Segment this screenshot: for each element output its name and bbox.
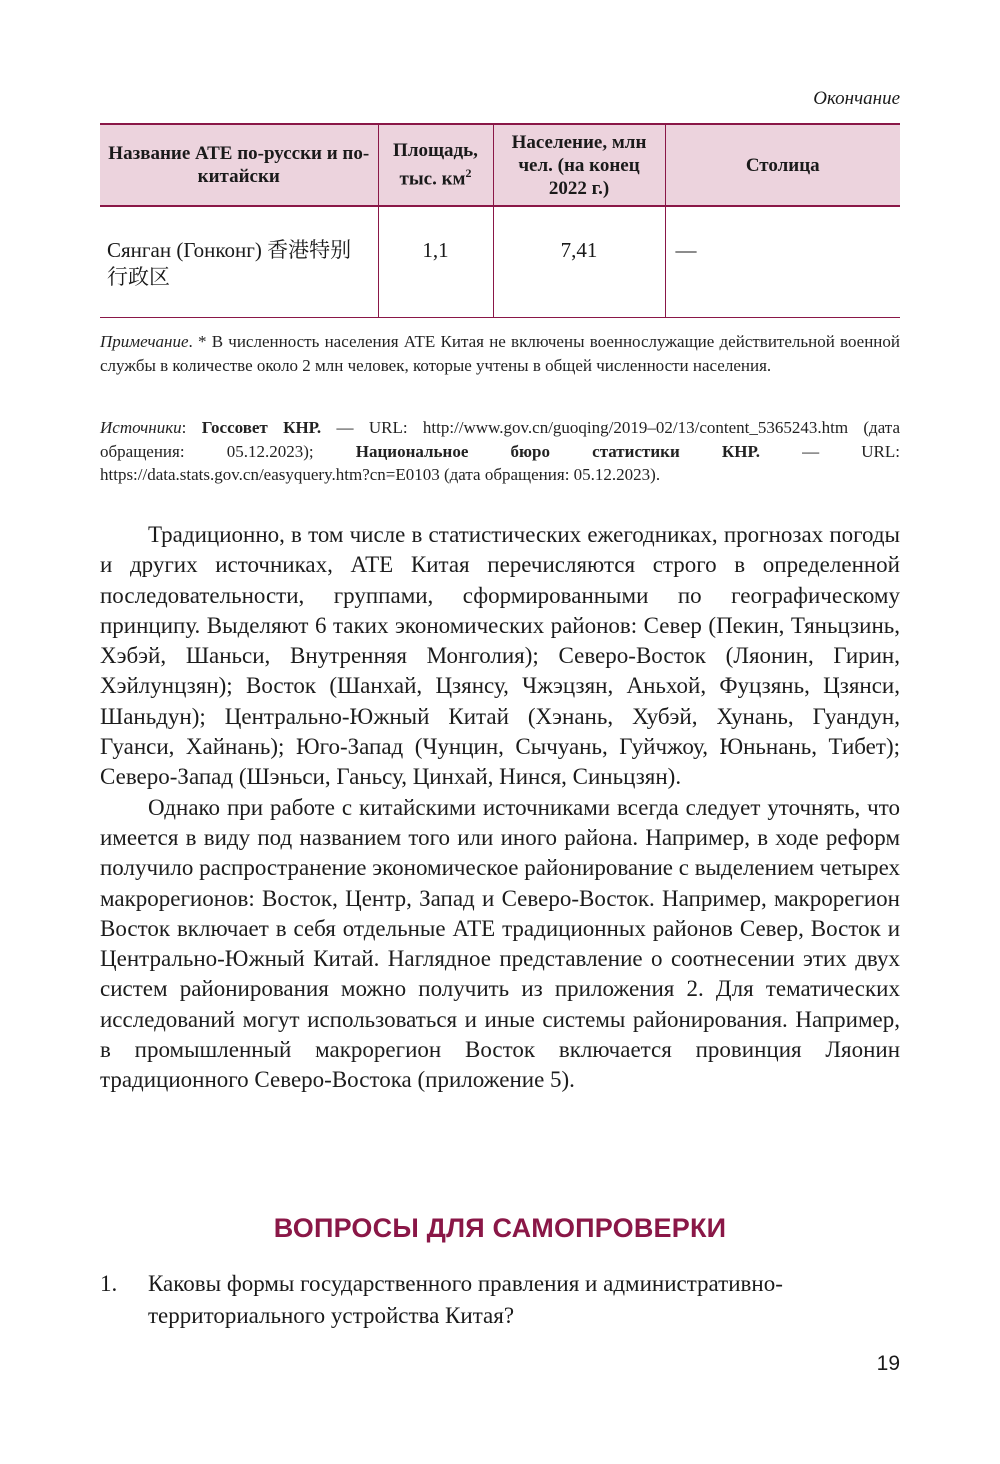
paragraph-1: Традиционно, в том числе в статистических ежегодниках, прогнозах погоды и других источниках, АТЕ Китая перечисляются строго в определенной последовательности, группами, сформированными по географическому принципу. Выделяют 6 таких экономических районов: Север (Пекин, Тяньцзинь, Хэбэй, Шаньси, Внутренняя Монголия); Северо-Восток (Ляонин, Гирин, Хэйлунцзян); Восток (Шанхай, Цзянсу, Чжэцзян, Аньхой, Фуцзянь, Цзянси, Шаньдун); Центрально-Южный Китай (Хэнань, Хубэй, Хунань, Гуандун, Гуанси, Хайнань); Юго-Запад (Чунцин, Сычуань, Гуйчжоу, Юньнань, Тибет); Северо-Запад (Шэньси, Ганьсу, Цинхай, Нинся, Синьцзян). (100, 522, 900, 790)
area-unit-superscript: 2 (465, 166, 472, 181)
question-text: Каковы формы государственного правления и административно-территориального устройства Китая? (148, 1271, 783, 1328)
table-row (100, 206, 900, 318)
cell-population: 7,41 (493, 206, 665, 318)
question-number: 1. (100, 1271, 118, 1296)
page-number: 19 (876, 1352, 900, 1375)
cell-name: Сянган (Гонконг) 香港特别行政区 (100, 206, 378, 318)
body-text (100, 520, 900, 1096)
column-header-capital: Столица (665, 124, 900, 206)
column-header-name: Название АТЕ по-русски и по-китайски (100, 124, 378, 206)
sources-separator: : (181, 418, 202, 437)
note-text: . * В численность населения АТЕ Китая не включены военнослужащие действительной военной службы в количестве около 2 млн человек, которые учтены в общей численности населения. (100, 332, 900, 375)
source-1-name: Госсовет КНР. (201, 418, 322, 437)
source-2-text: — URL: https://data.stats.gov.cn/easyquery.htm?cn=E0103 (дата обращения: 05.12.2023). (100, 441, 900, 484)
section-heading: ВОПРОСЫ ДЛЯ САМОПРОВЕРКИ (273, 1213, 727, 1243)
sources-label: Источники (100, 418, 182, 437)
cell-area: 1,1 (378, 206, 493, 318)
source-1-text: — URL: http://www.gov.cn/guoqing/2019–02/13/content_5365243.htm (дата обращения: 05.12.2023); (100, 418, 900, 461)
column-header-population: Население, млн чел. (на конец 2022 г.) (493, 124, 665, 206)
table-sources (100, 416, 900, 487)
cell-capital: — (665, 206, 900, 318)
note-label: Примечание (100, 332, 189, 351)
source-2-name: Национальное бюро статистики КНР. (355, 441, 760, 461)
table-header-row (100, 124, 900, 206)
table-note (100, 330, 900, 377)
paragraph-2: Однако при работе с китайскими источниками всегда следует уточнять, что имеется в виду под названием того или иного района. Например, в ходе реформ получило распространение экономическое районирование с выделением четырех макрорегионов: Восток, Центр, Запад и Северо-Восток. Например, макрорегион Восток включает в себя отдельные АТЕ традиционных районов Север, Восток и Центрально-Южный Китай. Наглядное представление о соотнесении этих двух систем районирования можно получить из приложения 2. Для тематических исследований могут использоваться и иные системы районирования. Например, в промышленный макрорегион Восток включается провинция Ляонин традиционного Северо-Востока (приложение 5). (100, 794, 900, 1093)
ate-table (100, 123, 900, 318)
question-item (100, 1268, 900, 1332)
column-header-area (378, 124, 493, 206)
column-header-area-text: Площадь, тыс. км (393, 140, 478, 190)
continuation-label: Окончание (813, 88, 900, 109)
